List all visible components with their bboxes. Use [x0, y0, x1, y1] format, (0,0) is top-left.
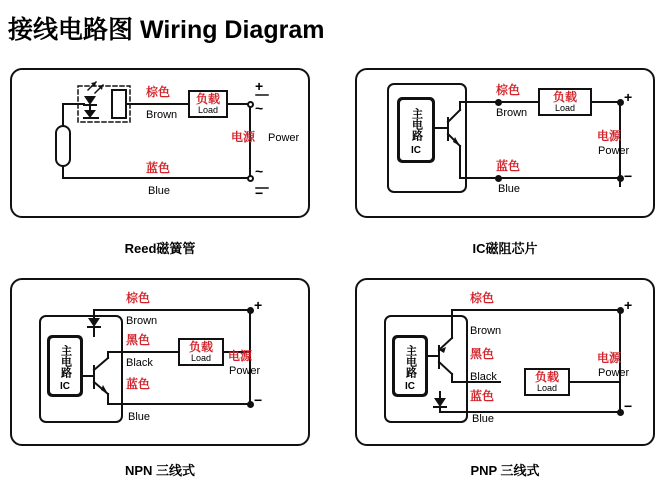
reed-plus-sign: + — [255, 78, 264, 94]
npn-black-cn: 黑色 — [126, 333, 151, 347]
npn-plus-sign: + — [254, 297, 263, 313]
ic-power-en: Power — [598, 145, 630, 157]
pnp-minus-sign: − — [624, 398, 633, 414]
ic-main-circuit-box — [398, 98, 434, 162]
ic-minus-sign: − — [624, 168, 633, 184]
caption-pnp: PNP 三线式 — [470, 463, 540, 478]
ic-blue-en: Blue — [498, 183, 521, 195]
npn-junction-bottom — [247, 401, 254, 408]
ic-junction-brown — [495, 99, 502, 106]
ic-load-cn: 负载 — [552, 90, 577, 104]
pnp-brown-en: Brown — [470, 325, 502, 337]
npn-main-circuit-en: IC — [60, 381, 70, 392]
pnp-main-circuit-box — [393, 336, 427, 396]
npn-brown-en: Brown — [126, 315, 158, 327]
reed-brown-en: Brown — [146, 109, 178, 121]
ic-brown-en: Brown — [496, 107, 528, 119]
pnp-black-cn: 黑色 — [470, 347, 495, 361]
reed-power-cn: 电源 — [231, 130, 256, 144]
pnp-black-en: Black — [470, 371, 497, 383]
ic-junction-blue — [495, 175, 502, 182]
ic-junction-top — [617, 99, 624, 106]
ic-load-en: Load — [554, 103, 576, 113]
reed-terminal-top — [247, 101, 254, 108]
pnp-load-en: Load — [536, 383, 558, 393]
ic-plus-sign: + — [624, 89, 633, 105]
pnp-blue-cn: 蓝色 — [470, 389, 495, 403]
caption-npn: NPN 三线式 — [124, 463, 196, 478]
npn-load-box — [178, 338, 224, 366]
pnp-junction-top — [617, 307, 624, 314]
ic-load-box — [538, 88, 592, 116]
pnp-load-cn: 负载 — [534, 370, 559, 384]
npn-black-en: Black — [126, 357, 153, 369]
pnp-main-circuit-cn: 主电路 — [404, 344, 417, 378]
reed-minus-sign: − — [255, 185, 264, 201]
caption-reed: Reed磁簧管 — [124, 241, 196, 256]
npn-minus-sign: − — [254, 392, 263, 408]
reed-terminal-bottom — [247, 175, 254, 182]
reed-load-cn: 负载 — [195, 92, 220, 106]
ic-main-circuit-en: IC — [411, 145, 421, 156]
reed-brown-cn: 棕色 — [146, 85, 171, 99]
pnp-power-en: Power — [598, 367, 630, 379]
ic-junction-bottom — [617, 175, 624, 182]
pnp-brown-cn: 棕色 — [470, 291, 495, 305]
npn-blue-cn: 蓝色 — [126, 377, 151, 391]
page-title: 接线电路图 Wiring Diagram — [8, 16, 325, 44]
reed-load-box — [188, 90, 228, 118]
npn-main-circuit-box — [48, 336, 82, 396]
ic-blue-cn: 蓝色 — [496, 159, 521, 173]
npn-brown-cn: 棕色 — [126, 291, 151, 305]
npn-blue-en: Blue — [128, 411, 151, 423]
pnp-load-box — [524, 368, 570, 396]
reed-ac-bottom-sign: ~ — [255, 163, 264, 179]
npn-power-en: Power — [229, 365, 261, 377]
reed-blue-en: Blue — [148, 185, 171, 197]
reed-ac-top-sign: ~ — [255, 100, 264, 116]
pnp-power-cn: 电源 — [597, 351, 622, 365]
npn-power-cn: 电源 — [228, 349, 253, 363]
pnp-blue-en: Blue — [472, 413, 495, 425]
reed-blue-cn: 蓝色 — [146, 161, 171, 175]
reed-load-en: Load — [197, 105, 219, 115]
pnp-plus-sign: + — [624, 297, 633, 313]
caption-ic: IC磁阻芯片 — [472, 241, 538, 256]
ic-brown-cn: 棕色 — [496, 83, 521, 97]
ic-power-cn: 电源 — [597, 129, 622, 143]
npn-load-en: Load — [190, 353, 212, 363]
ic-main-circuit-cn: 主电路 — [410, 107, 423, 141]
pnp-junction-bottom — [617, 409, 624, 416]
npn-main-circuit-cn: 主电路 — [59, 344, 72, 378]
reed-power-en: Power — [268, 132, 300, 144]
pnp-main-circuit-en: IC — [405, 381, 415, 392]
npn-junction-top — [247, 307, 254, 314]
npn-load-cn: 负载 — [188, 340, 213, 354]
